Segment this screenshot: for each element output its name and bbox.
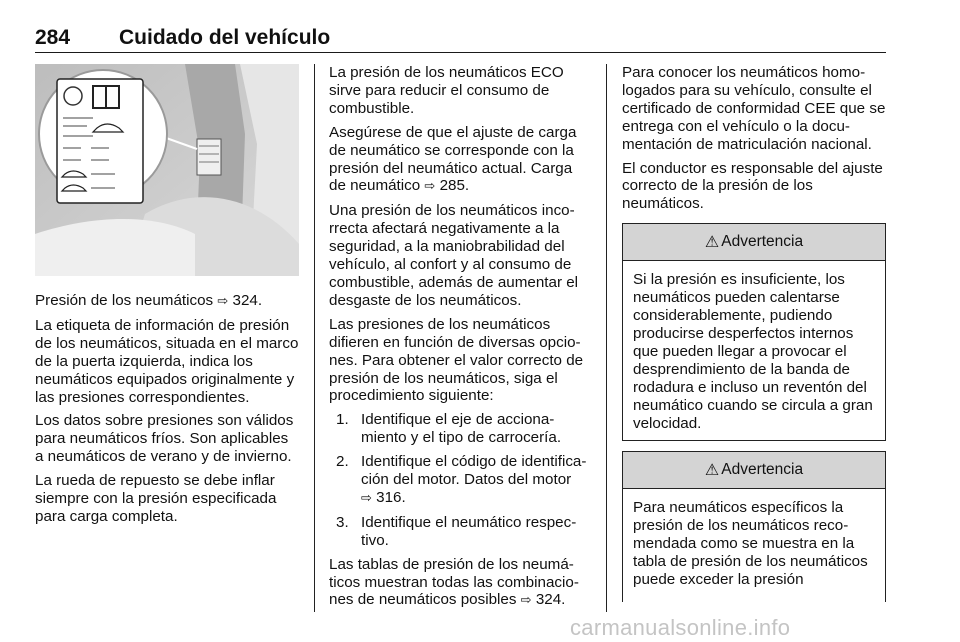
photo-caption: Presión de los neumáticos ⇨ 324. bbox=[35, 292, 263, 309]
paragraph: Las presiones de los neumáticos difieren en función de diversas opciones. Para obtener el valor correcto de presión de los neumáticos, siga el procedimiento siguiente: bbox=[329, 315, 584, 405]
warning-text: Para neumáticos específicos la presión de los neumáticos recomendada como se muestra en la tabla de presión de los neumáticos puede exceder la presión bbox=[633, 499, 868, 589]
page-number: 284 bbox=[35, 26, 71, 49]
column-1 bbox=[35, 64, 299, 532]
watermark: carmanualsonline.info bbox=[570, 615, 791, 640]
column-3 bbox=[622, 64, 886, 602]
page-header bbox=[35, 26, 886, 54]
paragraph: Asegúrese de que el ajuste de carga de neumático se corresponde con la presión del neumático actual. Carga de neumático ⇨ 285. bbox=[329, 123, 577, 195]
reference-arrow-icon: ⇨ bbox=[361, 490, 372, 506]
tire-pressure-label-photo bbox=[35, 64, 299, 276]
warning-text: Si la presión es insuficiente, los neumáticos pueden calentarse considerablemente, pudiendo producirse desperfectos internos que pueden llegar a provocar el desprendimiento de la banda de rodadura e incluso un reventón del neumático cuando se circula a gran velocidad. bbox=[633, 271, 873, 432]
column-divider bbox=[314, 64, 315, 612]
warning-header bbox=[623, 452, 885, 489]
paragraph: Una presión de los neumáticos incorrecta afectará negativamente a la seguridad, a la maniobrabilidad del vehículo, al confort y al consumo de combustible, además de aumentar el desgaste de los neumáticos. bbox=[329, 202, 579, 309]
warning-box bbox=[622, 451, 886, 602]
paragraph: Las tablas de presión de los neumáticos muestran todas las combinaciones de neumáticos posibles ⇨ 324. bbox=[329, 555, 579, 609]
reference-arrow-icon: ⇨ bbox=[520, 593, 532, 609]
paragraph: La rueda de repuesto se debe inflar siempre con la presión especificada para carga completa. bbox=[35, 472, 277, 525]
paragraph: Los datos sobre presiones son válidos para neumáticos fríos. Son aplicables a neumáticos de verano y de invierno. bbox=[35, 412, 294, 466]
warning-box bbox=[622, 223, 886, 441]
header-rule bbox=[35, 52, 886, 53]
warning-title: Advertencia bbox=[721, 461, 804, 479]
warning-header bbox=[623, 224, 885, 261]
paragraph: El conductor es responsable del ajuste correcto de la presión de los neumáticos. bbox=[622, 159, 883, 213]
warning-title: Advertencia bbox=[721, 233, 804, 251]
door-frame-illustration bbox=[35, 64, 299, 276]
reference-arrow-icon: ⇨ bbox=[424, 179, 436, 195]
section-title: Cuidado del vehículo bbox=[119, 26, 331, 49]
warning-triangle-icon: ⚠ bbox=[704, 232, 720, 252]
paragraph: La presión de los neumáticos ECO sirve para reducir el consumo de combustible. bbox=[329, 64, 564, 117]
list-item: 3. Identifique el neumático respectivo. bbox=[336, 513, 577, 549]
list-item: 1. Identifique el eje de accionamiento y el tipo de carrocería. bbox=[336, 411, 562, 447]
paragraph: La etiqueta de información de presión de los neumáticos, situada en el marco de la puerta izquierda, indica los neumáticos equipados originalmente y las presiones correspondientes. bbox=[35, 316, 299, 406]
warning-triangle-icon: ⚠ bbox=[704, 460, 720, 480]
list-item: 2. Identifique el código de identificación del motor. Datos del motor ⇨ 316. bbox=[336, 453, 587, 506]
column-2 bbox=[329, 64, 591, 616]
column-divider bbox=[606, 64, 607, 612]
reference-arrow-icon: ⇨ bbox=[217, 294, 229, 309]
paragraph: Para conocer los neumáticos homologados para su vehículo, consulte el certificado de conformidad CEE que se entrega con el vehículo o la documentación de matriculación nacional. bbox=[622, 64, 886, 153]
procedure-list bbox=[329, 411, 591, 549]
